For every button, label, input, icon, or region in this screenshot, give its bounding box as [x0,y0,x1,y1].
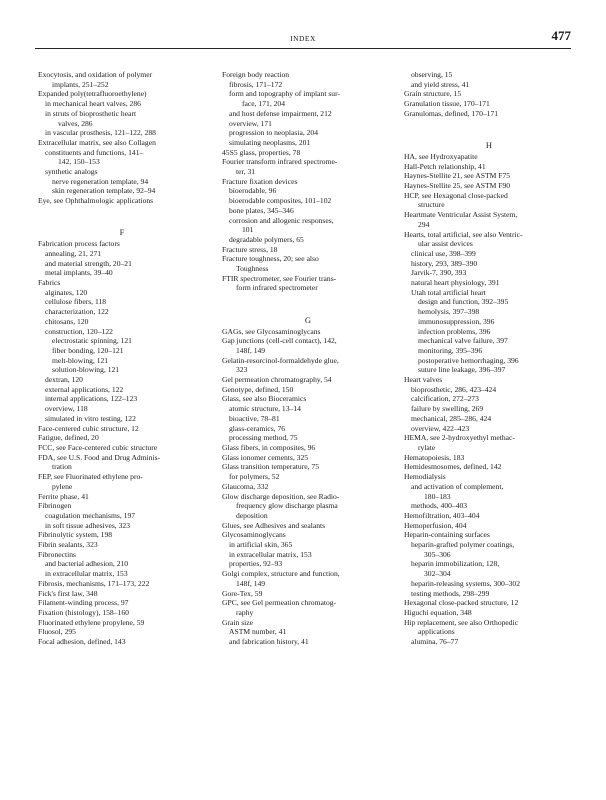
index-subentry: fiber bonding, 120–121 [52,345,124,355]
index-subentry: bioprosthetic, 286, 423–424 [411,384,497,394]
index-subentry: form and topography of implant sur- [229,89,340,99]
index-subentry: annealing, 21, 271 [45,248,102,258]
index-subentry: mechanical valve failure, 397 [418,336,508,346]
spacer [38,206,206,216]
index-subentry: testing methods, 298–299 [411,588,490,598]
spacer [222,303,394,313]
index-subentry: 305–306 [424,549,451,559]
index-entry: Fixation (histology), 158–160 [38,607,129,617]
index-subentry: chitosans, 120 [45,316,89,326]
index-entry: FTIR spectrometer, see Fourier trans- [222,273,337,283]
index-entry: FCC, see Face-centered cubic structure [38,442,158,452]
index-entry: Fibrin sealants, 323 [38,540,98,550]
section-letter: G [304,314,312,325]
index-subentry: deposition [236,510,268,520]
index-subentry: observing, 15 [411,70,453,79]
index-column-3 [404,70,574,647]
index-subentry: glass-ceramics, 76 [229,423,286,433]
page-number: 477 [551,28,571,43]
index-entry: Hematopoiesis, 183 [404,452,465,462]
index-subentry: mechanical, 285–286, 424 [411,413,492,423]
index-entry: Fabrication process factors [38,239,120,249]
index-subentry: and activation of complement, [411,481,504,491]
index-subentry: history, 293, 389–390 [411,258,478,268]
index-subentry: skin regeneration template, 92–94 [52,186,156,196]
index-subentry: fibrosis, 171–172 [229,79,283,89]
index-entry: Fibrinolytic system, 198 [38,530,113,540]
index-entry: Fracture fixation devices [222,176,298,186]
index-subentry: in artificial skin, 365 [229,540,293,550]
index-subentry: and bacterial adhesion, 210 [45,559,129,569]
index-entry: Focal adhesion, defined, 143 [38,637,126,647]
index-subentry: raphy [236,607,254,617]
index-subentry: internal applications, 122–123 [45,394,138,404]
index-entry: Glass fibers, in composites, 96 [222,442,316,452]
index-subentry: in soft tissue adhesives, 323 [45,520,130,530]
index-subentry: in extracellular matrix, 153 [45,569,128,579]
index-subentry: in struts of bioprosthetic heart [45,108,137,118]
index-subentry: in vascular prosthesis, 121–122, 288 [45,128,156,138]
index-subentry: rylate [418,442,436,452]
index-column-1 [38,70,206,647]
index-entry: Fick's first law, 348 [38,588,98,598]
index-subentry: and host defense impairment, 212 [229,108,332,118]
index-subentry: coagulation mechanisms, 197 [45,510,136,520]
index-subentry: bioerodable, 96 [229,186,277,196]
index-entry: Hemofiltration, 403–404 [404,510,480,520]
index-subentry: bioerodable composites, 101–102 [229,196,332,206]
index-subentry: bone plates, 345–346 [229,205,294,215]
index-subentry: methods, 400–403 [411,501,468,511]
index-subentry: form infrared spectrometer [236,283,318,293]
header-rule [35,48,571,49]
index-entry: Foreign body reaction [222,70,290,79]
index-subentry: 101 [242,225,254,235]
index-subentry: degradable polymers, 65 [229,234,304,244]
index-entry: Hemoperfusion, 404 [404,520,467,530]
index-subentry: and yield stress, 41 [411,79,470,89]
index-subentry: 148f, 149 [236,345,266,355]
index-subentry: implants, 251–252 [52,79,109,89]
index-subentry: immunosuppression, 396 [418,316,495,326]
index-entry: Glycosaminoglycans [222,530,286,540]
index-entry: Granulomas, defined, 170–171 [404,108,499,118]
index-subentry: clinical use, 398–399 [411,248,476,258]
index-subentry: progression to neoplasia, 204 [229,128,319,138]
index-subentry: external applications, 122 [45,384,124,394]
index-subentry: Toughness [236,264,269,274]
index-entry: Fabrics [38,278,61,288]
index-subentry: suture line leakage, 396–397 [418,365,506,375]
section-letter: F [119,227,125,238]
index-subentry: hemolysis, 397–398 [418,307,480,317]
index-subentry: structure [418,200,445,210]
index-entry: Fatigue, defined, 20 [38,433,99,443]
index-entry: Grain size [222,617,253,627]
index-subentry: electrostatic spinning, 121 [52,336,132,346]
index-entry: Hearts, total artificial, see also Ventric- [404,229,523,239]
index-subentry: ular assist devices [418,239,473,249]
index-subentry: ASTM number, 41 [229,627,287,637]
index-subentry: postoperative hemorrhaging, 396 [418,355,519,365]
spacer [38,216,206,226]
index-subentry: tration [52,462,72,472]
index-entry: Hip replacement, see also Orthopedic [404,617,519,627]
index-entry: Glow discharge deposition, see Radio- [222,491,340,501]
index-subentry: constituents and functions, 141– [45,147,144,157]
index-subentry: heparin-grafted polymer coatings, [411,540,515,550]
index-entry: Fracture stress, 18 [222,244,278,254]
index-subentry: 180–183 [424,491,451,501]
index-subentry: corrosion and allogenic responses, [229,215,334,225]
index-subentry: and fabrication history, 41 [229,637,309,647]
index-subentry: construction, 120–122 [45,326,113,336]
index-subentry: face, 171, 204 [242,99,286,109]
index-subentry: cellulose fibers, 118 [45,297,107,307]
index-entry: Glues, see Adhesives and sealants [222,520,326,530]
index-entry: Fracture toughness, 20; see also [222,254,319,264]
index-subentry: applications [418,627,455,637]
index-subentry: overview, 171 [229,118,272,128]
index-subentry: simulated in vitro testing, 122 [45,413,136,423]
index-entry: FEP, see Fluorinated ethylene pro- [38,472,143,482]
index-subentry: natural heart physiology, 391 [411,278,500,288]
index-subentry: Utah total artificial heart [411,287,486,297]
running-head: INDEX [290,34,316,43]
index-entry: Gore-Tex, 59 [222,588,263,598]
index-entry: Filament-winding process, 97 [38,598,129,608]
index-subentry: alumina, 76–77 [411,637,459,647]
index-subentry: simulating neoplasms, 201 [229,137,311,147]
index-subentry: and material strength, 20–21 [45,258,132,268]
index-entry: Gap junctions (cell-cell contact), 142, [222,336,337,346]
index-entry: Heart valves [404,375,443,385]
index-entry: Fourier transform infrared spectrome- [222,157,338,167]
index-subentry: in mechanical heart valves, 286 [45,99,141,109]
index-subentry: 294 [418,219,430,229]
index-entry: Hemidesmosomes, defined, 142 [404,462,502,472]
index-subentry: characterization, 122 [45,307,109,317]
index-subentry: metal implants, 39–40 [45,268,113,278]
index-entry: Hexagonal close-packed structure, 12 [404,598,519,608]
index-entry: Fibrinogen [38,501,72,511]
index-entry: Heparin-containing surfaces [404,530,490,540]
index-entry: Glaucoma, 332 [222,481,269,491]
spacer [404,128,574,138]
index-subentry: 323 [236,365,248,375]
index-subentry: monitoring, 395–396 [418,345,483,355]
index-entry: Fibronectins [38,549,76,559]
index-entry: Granulation tissue, 170–171 [404,99,490,109]
index-subentry: solution-blowing, 121 [52,365,120,375]
index-entry: Fluorinated ethylene propylene, 59 [38,617,145,627]
index-subentry: infection problems, 396 [418,326,491,336]
index-subentry: 302–304 [424,569,451,579]
page-header [35,28,571,48]
index-column-2 [222,70,394,647]
index-subentry: overview, 422–423 [411,423,470,433]
index-entry: Exocytosis, and oxidation of polymer [38,70,153,79]
index-subentry: processing method, 75 [229,433,298,443]
index-entry: Extracellular matrix, see also Collagen [38,137,156,147]
index-entry: Haynes-Stellite 21, see ASTM F75 [404,171,511,181]
index-entry: Heartmate Ventricular Assist System, [404,210,518,220]
index-entry: 45S5 glass, properties, 78 [222,147,301,157]
index-entry: Ferrite phase, 41 [38,491,89,501]
index-entry: Gel permeation chromatography, 54 [222,375,332,385]
index-entry: Genotype, defined, 150 [222,384,294,394]
index-subentry: overview, 118 [45,404,88,414]
index-entry: Haynes-Stellite 25, see ASTM F90 [404,181,511,190]
index-subentry: ter, 31 [236,167,256,177]
index-entry: Hemodialysis [404,472,446,482]
index-entry: Glass transition temperature, 75 [222,462,320,472]
index-subentry: heparin immobilization, 128, [411,559,500,569]
index-entry: FDA, see U.S. Food and Drug Adminis- [38,452,161,462]
index-entry: Hall-Petch relationship, 41 [404,161,486,171]
index-subentry: synthetic analogs [45,167,98,177]
index-entry: Grain structure, 15 [404,89,462,99]
spacer [404,119,574,129]
index-subentry: 148f, 149 [236,578,266,588]
index-subentry: bioactive, 78–81 [229,413,280,423]
index-entry: Eye, see Ophthalmologic applications [38,196,154,206]
index-entry: HCP, see Hexagonal close-packed [404,190,508,200]
index-subentry: frequency glow discharge plasma [236,501,338,511]
index-entry: HEMA, see 2-hydroxyethyl methac- [404,433,515,443]
index-subentry: for polymers, 52 [229,472,280,482]
index-entry: GPC, see Gel permeation chromatog- [222,598,337,608]
index-subentry: calcification, 272–273 [411,394,479,404]
index-entry: Golgi complex, structure and function, [222,569,340,579]
index-subentry: Jarvik-7, 390, 393 [411,268,467,278]
index-entry: HA, see Hydroxyapatite [404,151,478,161]
index-subentry: failure by swelling, 269 [411,404,484,414]
index-entry: Expanded poly(tetrafluoroethylene) [38,89,147,99]
index-subentry: 142, 150–153 [58,157,100,167]
index-subentry: valves, 286 [58,118,93,128]
index-entry: Glass ionomer cements, 325 [222,452,309,462]
spacer [222,293,394,303]
index-entry: Higuchi equation, 348 [404,607,472,617]
index-subentry: dextran, 120 [45,375,83,385]
index-entry: Face-centered cubic structure, 12 [38,423,139,433]
index-subentry: properties, 92–93 [229,559,283,569]
index-subentry: nerve regeneration template, 94 [52,176,149,186]
index-entry: Gelatin-resorcinol-formaldehyde glue, [222,355,339,365]
index-entry: Glass, see also Bioceramics [222,394,307,404]
index-subentry: pylene [52,481,73,491]
index-entry: Fibrosis, mechanisms, 171–173, 222 [38,578,150,588]
section-letter: H [485,139,493,150]
index-subentry: in extracellular matrix, 153 [229,549,312,559]
index-subentry: alginates, 120 [45,287,88,297]
index-subentry: heparin-releasing systems, 300–302 [411,578,521,588]
index-subentry: design and function, 392–395 [418,297,509,307]
index-subentry: melt-blowing, 121 [52,355,109,365]
index-entry: GAGs, see Glycosaminoglycans [222,326,321,336]
index-entry: Fluosol, 295 [38,627,76,637]
index-subentry: atomic structure, 13–14 [229,404,301,414]
